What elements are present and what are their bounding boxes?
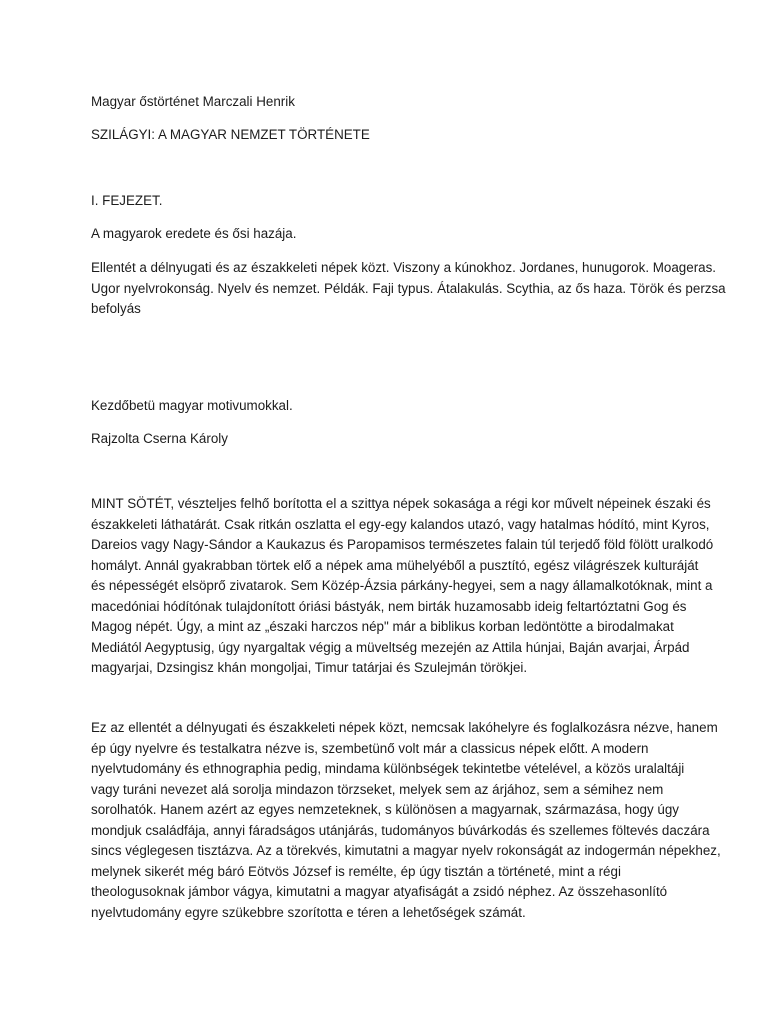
paragraph-line: sorolhatók. Hanem azért az egyes nemzeteknek, s különösen a magyarnak, származása, hogy úgy (91, 802, 680, 817)
paragraph-line: Magog népét. Úgy, a mint az „északi harczos nép" már a biblikus korban ledöntötte a birodalmakat (91, 619, 674, 634)
artist-credit: Rajzolta Cserna Károly (91, 431, 228, 446)
paragraph-line: és népességét elsöprő zivatarok. Sem Közép-Ázsia párkány-hegyei, sem a nagy államalkotóknak, mint a (91, 578, 713, 593)
paragraph-line: Mediától Aegyptusig, úgy nyargaltak végig a müveltség mezején az Attila húnjai, Baján avarjai, Árpád (91, 639, 690, 655)
paragraph-line: Dareios vagy Nagy-Sándor a Kaukazus és Paropamisos természetes falain túl terjedő föld fölött uralkodó (91, 537, 714, 552)
paragraph-line: MINT SÖTÉT, vészteljes felhő borította el a szittya népek sokasága a régi kor művelt népeinek északi és (91, 496, 711, 511)
body-paragraph-2 (91, 718, 721, 923)
chapter-summary (91, 258, 726, 320)
body-paragraph-1 (91, 494, 714, 679)
paragraph-line: nyelvtudomány egyre szükebbre szorította e téren a lehetőségek számát. (91, 904, 526, 920)
paragraph-line: magyarjai, Dzsingisz khán mongoljai, Timur tatárjai és Szulejmán törökjei. (91, 660, 528, 675)
document-header-line: Magyar őstörténet Marczali Henrik (91, 94, 295, 109)
paragraph-line: sincs véglegesen tisztázva. Az a törekvés, kimutatni a magyar nyelv rokonságát az indogermán népekhez, (91, 843, 721, 858)
paragraph-line: ép úgy nyelvre és testalkatra nézve is, szembetünő volt már a classicus népek előtt. A modern (91, 740, 649, 756)
summary-line: befolyás (91, 301, 141, 316)
chapter-title: A magyarok eredete és ősi hazája. (91, 226, 297, 241)
paragraph-line: mondjuk családfája, annyi fáradságos utánjárás, tudományos búvárkodás és szellemes föltevés daczára (91, 822, 710, 838)
chapter-number: I. FEJEZET. (91, 193, 163, 208)
paragraph-line: macedóniai hódítónak tulajdonított óriási bástyák, nem birták huzamosabb ideig feltartóztatni Gog és (91, 598, 687, 614)
summary-line: Ellentét a délnyugati és az északkeleti népek közt. Viszony a kúnokhoz. Jordanes, hunugorok. Moageras. (91, 260, 717, 275)
paragraph-line: homályt. Annál gyakrabban törtek elő a népek ama mühelyéből a pusztító, egész világrészek kulturáját (91, 557, 699, 573)
paragraph-line: melynek sikerét még báró Eötvös József is remélte, ép úgy tisztán a történeté, mint a régi (91, 863, 621, 879)
paragraph-line: északkeleti láthatárát. Csak ritkán oszlatta el egy-egy kalandos utazó, vagy hatalmas hódító, mint Kyros, (91, 516, 710, 532)
paragraph-line: Ez az ellentét a délnyugati és északkeleti népek közt, nemcsak lakóhelyre és foglalkozásra nézve, hanem (91, 720, 718, 735)
initial-letter-caption: Kezdőbetü magyar motivumokkal. (91, 398, 293, 413)
paragraph-line: theologusoknak jámbor vágya, kimutatni a magyar atyafiságát a zsidó néphez. Az összehasonlító (91, 884, 668, 899)
paragraph-line: nyelvtudomány és ethnographia pedig, mindama különbségek tekintetbe vételével, a közös uralaltáji (91, 761, 685, 776)
paragraph-line: vagy turáni nevezet alá sorolja mindazon törzseket, melyek sem az árjához, sem a sémihez nem (91, 781, 664, 797)
document-subtitle: SZILÁGYI: A MAGYAR NEMZET TÖRTÉNETE (91, 127, 370, 142)
summary-line: Ugor nyelvrokonság. Nyelv és nemzet. Példák. Faji typus. Átalakulás. Scythia, az ős haza. Török és perzsa (91, 280, 726, 296)
